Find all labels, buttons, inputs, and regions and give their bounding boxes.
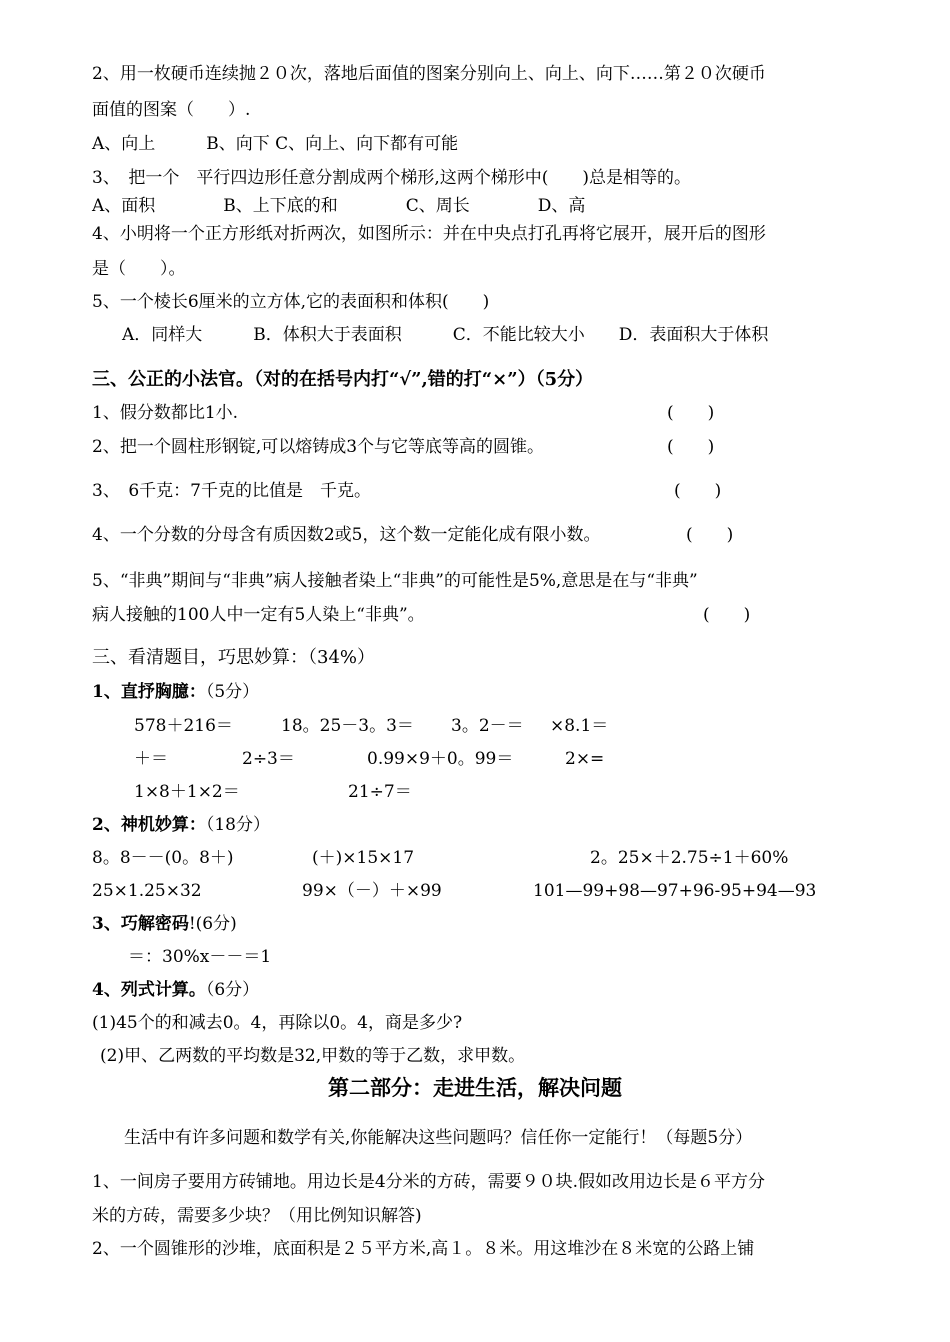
choice-q5-line: 5、一个棱长6厘米的立方体,它的表面积和体积( ): [92, 292, 490, 312]
calc-s3-heading: [92, 913, 237, 935]
calc-s1-r1-c1: 578＋216＝: [134, 716, 233, 736]
calc-s4-question-1: (1)45个的和减去0。4，再除以0。4，商是多少?: [92, 1013, 463, 1033]
calc-s3-equation: ＝：30%x－－＝1: [128, 947, 272, 967]
calc-s1-heading: [92, 681, 259, 703]
choice-q2-options: A、向上 B、向下 C、向上、向下都有可能: [92, 134, 459, 154]
calc-s1-r1-c2: 18。25－3。3＝: [281, 716, 414, 736]
choice-q2-line2: 面值的图案（ ）.: [92, 100, 251, 120]
calc-s1-r1-c3: 3。2－＝: [451, 716, 524, 736]
judge-item-3: 3、 6千克：7千克的比值是 千克。: [92, 481, 371, 501]
calc-s4-label: 4、列式计算。: [92, 980, 206, 1000]
calc-s2-score: （18分）: [205, 815, 270, 835]
calc-s1-r2-c4: 2×=: [565, 749, 605, 769]
calc-s1-r1-c4: ×8.1＝: [550, 716, 609, 736]
choice-q4-line2: 是（ ）。: [92, 259, 186, 279]
calc-s2-heading: [92, 814, 270, 836]
calc-s1-r3-c1: 1×8＋1×2＝: [134, 782, 240, 802]
calc-s4-score: （6分）: [205, 980, 260, 1000]
calc-s1-score: （5分）: [205, 682, 260, 702]
judge-item-5-line2: 病人接触的100人中一定有5人染上“非典”。: [92, 605, 425, 625]
problem-1-line1: 1、一间房子要用方砖铺地。用边长是4分米的方砖，需要９０块.假如改用边长是６平方分: [92, 1172, 766, 1192]
judge-item-1-paren: ( ): [667, 403, 715, 423]
calc-s2-r2-c1: 25×1.25×32: [92, 881, 202, 901]
judge-item-5-paren: ( ): [703, 605, 751, 625]
calc-s3-label: 3、巧解密码: [92, 914, 189, 934]
calc-s3-score: !(6分): [188, 914, 237, 934]
calc-heading: 三、看清题目，巧思妙算：（34%）: [92, 647, 376, 668]
judge-item-3-paren: ( ): [674, 481, 722, 501]
problem-2-line1: 2、一个圆锥形的沙堆，底面积是２５平方米,高１。８米。用这堆沙在８米宽的公路上铺: [92, 1239, 755, 1259]
judge-heading: 三、公正的小法官。（对的在括号内打“√”,错的打“×”）（5分）: [92, 369, 594, 390]
calc-s2-r1-c2: (＋)×15×17: [312, 848, 415, 868]
calc-s1-label: 1、直抒胸臆：: [92, 682, 206, 702]
judge-item-1: 1、假分数都比1小.: [92, 403, 239, 423]
calc-s1-r2-c3: 0.99×9＋0。99＝: [367, 749, 514, 769]
judge-item-2: 2、把一个圆柱形钢锭,可以熔铸成3个与它等底等高的圆锥。: [92, 437, 545, 457]
part2-title: 第二部分：走进生活，解决问题: [328, 1075, 622, 1100]
judge-item-4: 4、一个分数的分母含有质因数2或5，这个数一定能化成有限小数。: [92, 525, 601, 545]
judge-item-5-line1: 5、“非典”期间与“非典”病人接触者染上“非典”的可能性是5%,意思是在与“非典”: [92, 571, 698, 591]
calc-s2-r1-c3: 2。25×＋2.75÷1＋60%: [590, 848, 789, 868]
calc-s1-r3-c2: 21÷7＝: [348, 782, 412, 802]
calc-s4-heading: [92, 979, 259, 1001]
judge-item-4-paren: ( ): [686, 525, 734, 545]
calc-s2-r2-c3: 101—99+98—97+96-95+94—93: [533, 881, 817, 901]
choice-q4-line1: 4、小明将一个正方形纸对折两次，如图所示：并在中央点打孔再将它展开，展开后的图形: [92, 224, 766, 244]
choice-q3-line: 3、 把一个 平行四边形任意分割成两个梯形,这两个梯形中( )总是相等的。: [92, 168, 691, 188]
choice-q5-options: A．同样大 B．体积大于表面积 C．不能比较大小 D．表面积大于体积: [122, 325, 769, 345]
calc-s1-r2-c1: ＋＝: [134, 749, 168, 769]
calc-s1-r2-c2: 2÷3＝: [242, 749, 295, 769]
choice-q3-options: A、面积 B、上下底的和 C、周长 D、高: [92, 196, 586, 216]
choice-q2-line1: 2、用一枚硬币连续抛２０次，落地后面值的图案分别向上、向上、向下……第２０次硬币: [92, 64, 766, 84]
calc-s2-label: 2、神机妙算：: [92, 815, 206, 835]
problem-1-line2: 米的方砖，需要多少块？（用比例知识解答): [92, 1206, 422, 1226]
judge-item-2-paren: ( ): [667, 437, 715, 457]
calc-s2-r1-c1: 8。8－－(0。8＋): [92, 848, 234, 868]
calc-s4-question-2: (2)甲、乙两数的平均数是32,甲数的等于乙数，求甲数。: [100, 1046, 526, 1066]
part2-intro: 生活中有许多问题和数学有关,你能解决这些问题吗？信任你一定能行！（每题5分）: [124, 1128, 753, 1148]
calc-s2-r2-c2: 99×（－）＋×99: [302, 881, 442, 901]
